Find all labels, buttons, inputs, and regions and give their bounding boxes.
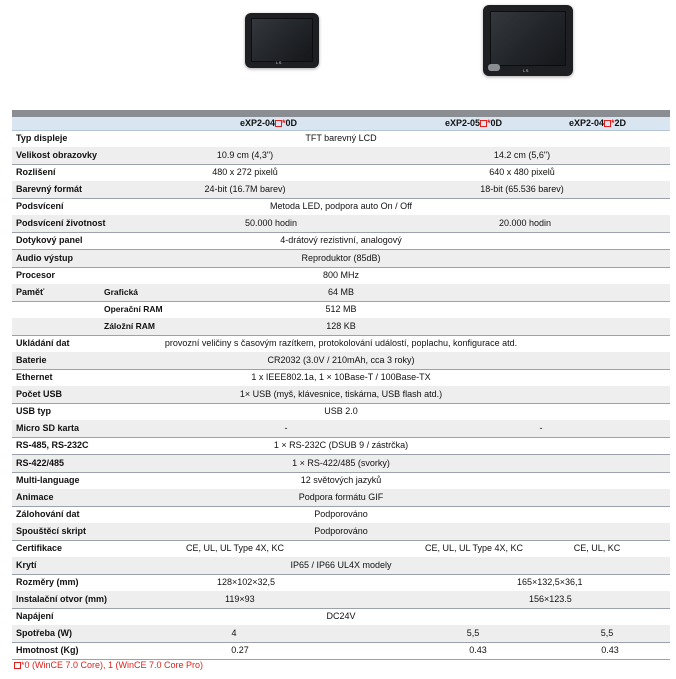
table-row — [12, 489, 670, 507]
table-row — [12, 352, 670, 370]
row-label: Micro SD karta — [16, 423, 80, 434]
table-row — [12, 369, 670, 387]
row-label: Krytí — [16, 560, 37, 570]
row-label: Animace — [16, 491, 54, 502]
row-label: Podsvícení životnost — [16, 218, 106, 229]
row-label: Napájení — [16, 611, 54, 622]
row-label: Zálohování dat — [16, 508, 80, 519]
row-label: USB typ — [16, 406, 52, 417]
row-label: Instalační otvor (mm) — [16, 594, 108, 605]
row-label: Spotřeba (W) — [16, 628, 72, 639]
row-label: Certifikace — [16, 542, 63, 553]
cell-value: Podporováno — [314, 508, 368, 519]
cell-value: 5,5 — [466, 628, 480, 639]
table-header — [12, 117, 670, 131]
cell-value: - — [539, 423, 543, 434]
row-label: Rozměry (mm) — [16, 577, 79, 588]
table-row — [12, 437, 670, 455]
row-sublabel: Grafická — [104, 286, 139, 297]
table-row — [12, 250, 670, 268]
table-row — [12, 625, 670, 643]
cell-value: 0.27 — [231, 645, 249, 656]
cell-value: 64 MB — [327, 286, 355, 297]
cell-value: 128×102×32,5 — [217, 577, 276, 588]
device-logo: LS — [523, 68, 529, 73]
placeholder-box-icon — [604, 120, 611, 127]
row-label: Multi-language — [16, 474, 80, 485]
device-led — [488, 64, 500, 71]
cell-value: 119×93 — [225, 594, 255, 605]
cell-value: 1 × RS-232C (DSUB 9 / zástrčka) — [273, 440, 409, 451]
cell-value: 165×132,5×36,1 — [517, 577, 583, 588]
header-model-1: eXP2-04 *0D — [240, 118, 298, 128]
cell-value: CE, UL, KC — [573, 542, 621, 553]
table-row — [12, 267, 670, 285]
table-row — [12, 608, 670, 626]
row-label: Audio výstup — [16, 252, 74, 263]
cell-value: 50.000 hodin — [244, 218, 298, 229]
table-row — [12, 591, 670, 609]
row-label: Procesor — [16, 269, 56, 280]
table-row — [12, 472, 670, 490]
cell-value: 156×123.5 — [529, 594, 572, 605]
row-label: Počet USB — [16, 389, 63, 400]
header-model-2: eXP2-05 *0D — [445, 118, 503, 128]
cell-value: - — [284, 423, 288, 434]
cell-value: 0.43 — [469, 645, 487, 656]
table-row — [12, 147, 670, 165]
cell-value: 1× USB (myš, klávesnice, tiskárna, USB flash atd.) — [239, 389, 443, 400]
row-label: Rozlišení — [16, 167, 56, 178]
device-image-small — [245, 13, 319, 68]
cell-value: Metoda LED, podpora auto On / Off — [270, 201, 412, 212]
row-label: Velikost obrazovky — [16, 150, 98, 161]
cell-value: 1 x IEEE802.1a, 1 × 10Base-T / 100Base-TX — [251, 372, 431, 383]
row-label: Ethernet — [16, 372, 53, 383]
table-row — [12, 403, 670, 421]
table-row — [12, 301, 670, 319]
cell-value: CE, UL, UL Type 4X, KC — [424, 542, 524, 553]
cell-value: 512 MB — [325, 303, 357, 314]
cell-value: 12 světových jazyků — [300, 474, 382, 485]
row-label: Dotykový panel — [16, 235, 83, 246]
table-row — [12, 455, 670, 473]
cell-value: 480 x 272 pixelů — [212, 167, 278, 178]
row-label: Paměť — [16, 286, 45, 297]
table-row — [12, 335, 670, 353]
table-row — [12, 318, 670, 336]
table-row — [12, 215, 670, 233]
footnote: *0 (WinCE 7.0 Core), 1 (WinCE 7.0 Core Pro) — [14, 660, 203, 670]
table-row — [12, 181, 670, 199]
device-image-large — [483, 5, 573, 76]
header-model-3: eXP2-04 *2D — [569, 118, 627, 128]
placeholder-box-icon — [14, 662, 21, 669]
cell-value: Podpora formátu GIF — [298, 491, 384, 502]
placeholder-box-icon — [480, 120, 487, 127]
row-label: Barevný formát — [16, 184, 83, 195]
cell-value: 800 MHz — [322, 269, 360, 280]
device-screen — [490, 11, 566, 66]
cell-value: 10.9 cm (4,3") — [216, 150, 274, 161]
cell-value: Reproduktor (85dB) — [301, 252, 381, 263]
cell-value: IP65 / IP66 UL4X modely — [290, 560, 392, 570]
row-label: Baterie — [16, 355, 47, 366]
cell-value: USB 2.0 — [324, 406, 358, 417]
cell-value: 5,5 — [600, 628, 614, 639]
row-label: Ukládání dat — [16, 337, 70, 348]
table-row — [12, 284, 670, 302]
row-label: Hmotnost (Kg) — [16, 645, 79, 656]
cell-value: CR2032 (3.0V / 210mAh, cca 3 roky) — [267, 355, 415, 366]
row-label: RS-485, RS-232C — [16, 440, 89, 451]
row-label: Spouštěcí skript — [16, 525, 87, 536]
cell-value: 0.43 — [601, 645, 619, 656]
cell-value: 24-bit (16.7M barev) — [204, 184, 286, 195]
table-top-bar — [12, 110, 670, 117]
cell-value: 4 — [231, 628, 237, 639]
cell-value: 128 KB — [326, 320, 356, 331]
row-label: Typ displeje — [16, 133, 68, 143]
cell-value: 14.2 cm (5,6") — [493, 150, 551, 161]
cell-value: Podporováno — [314, 525, 368, 536]
table-row — [12, 130, 670, 148]
table-row — [12, 420, 670, 438]
table-row — [12, 642, 670, 660]
row-sublabel: Záložní RAM — [104, 320, 155, 331]
cell-value: 640 x 480 pixelů — [489, 167, 555, 178]
row-label: RS-422/485 — [16, 457, 65, 468]
table-row — [12, 232, 670, 250]
placeholder-box-icon — [275, 120, 282, 127]
cell-value: CE, UL, UL Type 4X, KC — [185, 542, 285, 553]
cell-value: 18-bit (65.536 barev) — [480, 184, 564, 195]
table-row — [12, 386, 670, 404]
cell-value: DC24V — [326, 611, 356, 622]
table-row — [12, 557, 670, 575]
cell-value: TFT barevný LCD — [305, 133, 377, 143]
row-label: Podsvícení — [16, 201, 64, 212]
table-row — [12, 198, 670, 216]
device-screen — [251, 18, 313, 62]
table-row — [12, 523, 670, 541]
cell-value: provozní veličiny s časovým razítkem, protokolování událostí, poplachu, konfigurace atd. — [164, 337, 518, 348]
cell-value: 20.000 hodin — [498, 218, 552, 229]
table-row — [12, 506, 670, 524]
cell-value: 1 × RS-422/485 (svorky) — [292, 457, 390, 468]
row-sublabel: Operační RAM — [104, 303, 163, 314]
table-row — [12, 574, 670, 592]
table-row — [12, 164, 670, 182]
cell-value: 4-drátový rezistivní, analogový — [280, 235, 402, 246]
device-logo: LS — [276, 60, 282, 65]
table-row — [12, 540, 670, 558]
